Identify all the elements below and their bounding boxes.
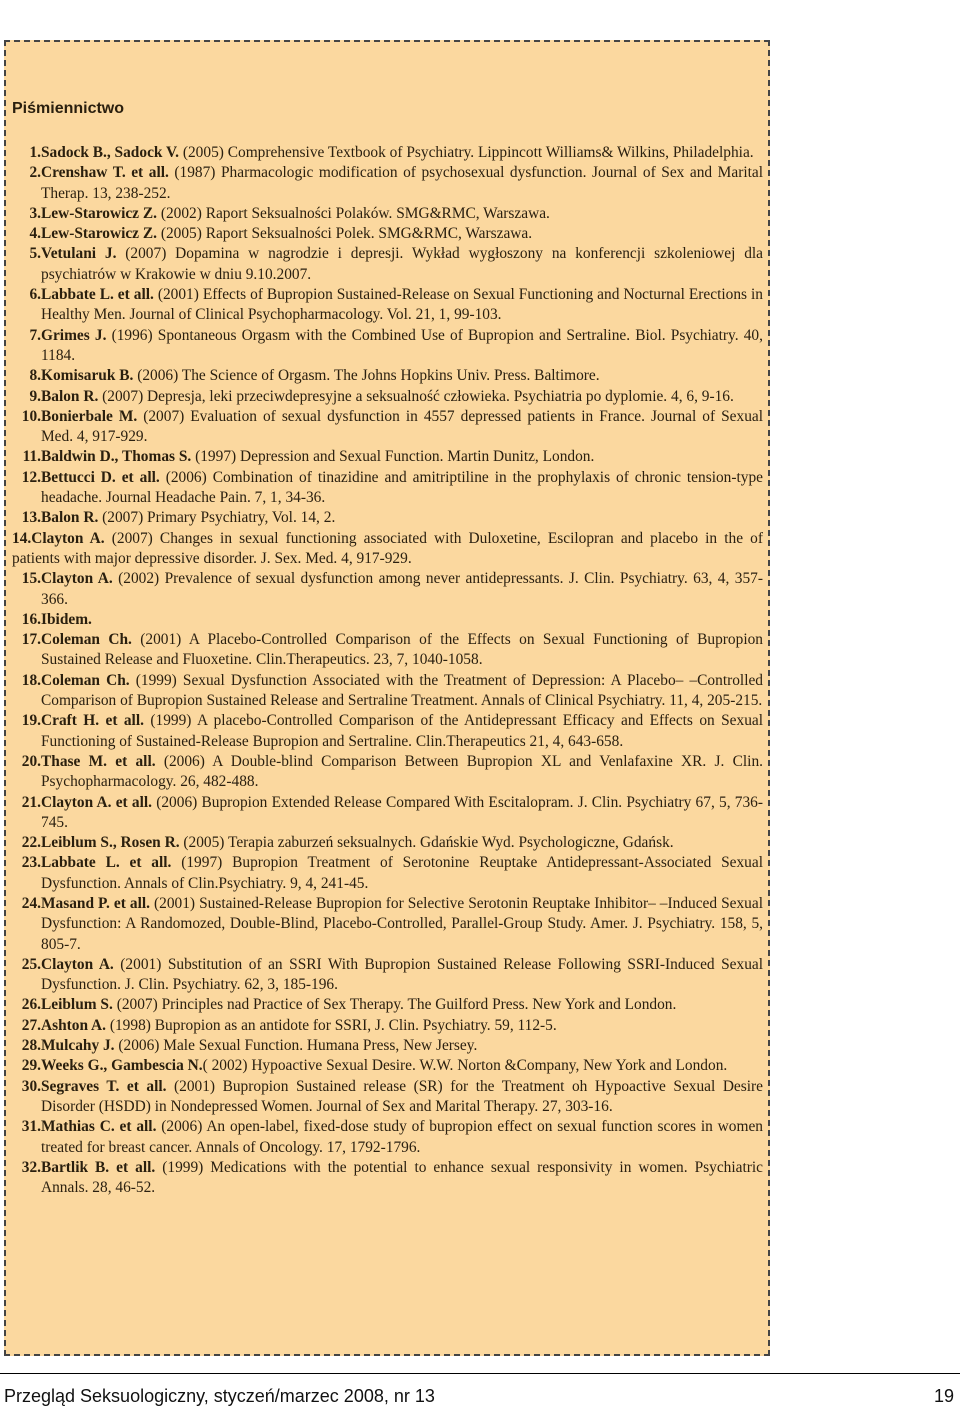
reference-number: 5. [29, 245, 41, 263]
reference-item [12, 1158, 763, 1199]
reference-item [12, 955, 763, 996]
reference-authors: Leiblum S., Rosen R. [41, 834, 180, 852]
reference-authors: Balon R. [41, 387, 99, 405]
reference-number: 18. [21, 671, 41, 689]
reference-item [12, 163, 763, 204]
reference-number: 32. [21, 1158, 41, 1176]
reference-authors: Crenshaw T. et all. [41, 164, 169, 182]
reference-authors: Vetulani J. [41, 245, 117, 263]
reference-text: (2007) Primary Psychiatry, Vol. 14, 2. [98, 509, 336, 527]
references-heading: Piśmiennictwo [12, 100, 125, 117]
reference-number: 2. [29, 164, 41, 182]
reference-number: 7. [29, 326, 41, 344]
reference-authors: Segraves T. et all. [41, 1077, 167, 1095]
reference-text: (2001) A Placebo-Controlled Comparison of the Effects on Sexual Functioning of Bupropion Sustained Release and Fluoxetine. Clin.Therapeutics. 23, 7, 1040-1058. [41, 631, 763, 669]
reference-authors: Sadock B., Sadock V. [41, 144, 180, 161]
reference-item [12, 468, 763, 509]
reference-number: 31. [21, 1118, 41, 1136]
reference-authors: Baldwin D., Thomas S. [41, 448, 192, 466]
reference-text: (1996) Spontaneous Orgasm with the Combined Use of Bupropion and Sertraline. Biol. Psychiatry. 40, 1184. [41, 326, 763, 364]
reference-number: 29. [21, 1057, 41, 1075]
reference-number: 13. [21, 509, 41, 527]
reference-item [12, 995, 763, 1015]
reference-number: 1. [29, 144, 41, 161]
reference-number: 27. [21, 1016, 41, 1034]
reference-item [12, 630, 763, 671]
reference-number: 21. [21, 793, 41, 811]
reference-text: (2007) Evaluation of sexual dysfunction in 4557 depressed patients in France. Journal of Sexual Med. 4, 917-929. [41, 407, 763, 446]
reference-item [12, 447, 763, 467]
reference-authors: Ibidem. [41, 610, 92, 628]
reference-number: 8. [29, 367, 41, 385]
reference-authors: Clayton A. [31, 529, 105, 547]
reference-item [12, 143, 763, 163]
reference-item [12, 793, 763, 834]
reference-text: (1997) Bupropion Treatment of Serotonine Reuptake Antidepressant-Associated Sexual Dysfunction. Annals of Clin.Psychiatry. 9, 4, 241-45. [41, 854, 763, 892]
reference-text: (2005) Terapia zaburzeń seksualnych. Gdańskie Wyd. Psychologiczne, Gdańsk. [179, 834, 674, 852]
reference-number: 14. [12, 529, 32, 547]
reference-item [12, 285, 763, 326]
reference-authors: Clayton A. [41, 570, 113, 588]
reference-authors: Masand P. et all. [41, 894, 150, 912]
reference-item [12, 569, 763, 610]
reference-text: (2007) Principles nad Practice of Sex Therapy. The Guilford Press. New York and London. [112, 996, 677, 1014]
reference-number: 10. [21, 407, 41, 425]
reference-text: (1998) Bupropion as an antidote for SSRI, J. Clin. Psychiatry. 59, 112-5. [106, 1016, 557, 1034]
reference-authors: Mulcahy J. [41, 1037, 115, 1055]
reference-text: (1987) Pharmacologic modification of psychosexual dysfunction. Journal of Sex and Marital Therap. 13, 238-252. [41, 164, 763, 202]
reference-number: 12. [21, 468, 41, 486]
reference-text: (2001) Effects of Bupropion Sustained-Release on Sexual Functioning and Nocturnal Erections in Healthy Men. Journal of Clinical Psychopharmacology. Vol. 21, 1, 99-103. [41, 286, 763, 324]
reference-authors: Weeks G., Gambescia N. [41, 1057, 203, 1075]
reference-number: 3. [29, 204, 41, 222]
reference-authors: Bonierbale M. [41, 407, 138, 425]
reference-item [12, 1056, 763, 1076]
reference-authors: Labbate L. et all. [41, 286, 154, 304]
reference-text: (2007) Changes in sexual functioning associated with Duloxetine, Escilopran and placebo in the of patients with major depressive disorder. J. Sex. Med. 4, 917-929. [12, 529, 763, 567]
reference-number: 11. [22, 448, 41, 466]
reference-item [12, 204, 763, 224]
footer-rule [0, 1373, 960, 1374]
reference-text: (2007) Dopamina w nagrodzie i depresji. Wykład wygłoszony na konferencji szkoleniowej dla psychiatrów w Krakowie w dniu 9.10.2007. [41, 245, 763, 283]
reference-authors: Lew-Starowicz Z. [41, 204, 157, 222]
reference-number: 30. [21, 1077, 41, 1095]
reference-authors: Leiblum S. [41, 996, 113, 1014]
reference-number: 4. [29, 225, 41, 243]
reference-text: (2007) Depresja, leki przeciwdepresyjne a seksualność człowieka. Psychiatria po dyplomie. 4, 6, 9-16. [98, 387, 734, 405]
reference-text: (1997) Depression and Sexual Function. Martin Dunitz, London. [191, 448, 595, 466]
reference-authors: Balon R. [41, 509, 99, 527]
reference-text: (2006) An open-label, fixed-dose study of bupropion effect on sexual function scores in women treated for breast cancer. Annals of Oncology. 17, 1792-1796. [41, 1118, 763, 1156]
reference-number: 15. [21, 570, 41, 588]
reference-item [12, 711, 763, 752]
reference-item [12, 244, 763, 285]
reference-number: 23. [21, 854, 41, 872]
reference-item [12, 1016, 763, 1036]
reference-text: (2001) Substitution of an SSRI With Bupropion Sustained Release Following SSRI-Induced Sexual Dysfunction. J. Clin. Psychiatry. 62, 3, 185-196. [41, 955, 764, 994]
reference-text: (2006) The Science of Orgasm. The Johns Hopkins Univ. Press. Baltimore. [133, 367, 600, 385]
reference-authors: Labbate L. et all. [41, 854, 172, 872]
reference-authors: Bartlik B. et all. [41, 1158, 156, 1176]
reference-item [12, 853, 763, 894]
reference-item [12, 752, 763, 793]
reference-authors: Craft H. et all. [41, 712, 144, 730]
reference-text: (2005) Raport Seksualności Polek. SMG&RMC, Warszawa. [156, 225, 533, 243]
reference-item [12, 508, 763, 528]
reference-number: 28. [21, 1037, 41, 1055]
reference-text: (1999) Medications with the potential to enhance sexual responsivity in women. Psychiatric Annals. 28, 46-52. [41, 1158, 763, 1197]
reference-number: 20. [21, 752, 41, 770]
reference-item [12, 387, 763, 407]
reference-authors: Grimes J. [41, 326, 107, 344]
reference-number: 22. [21, 834, 41, 852]
reference-item [12, 610, 763, 630]
reference-text: (2001) Bupropion Sustained release (SR) for the Treatment oh Hypoactive Sexual Desire Disorder (HSDD) in Nondepressed Women. Journal of Sex and Marital Therapy. 27, 303-16. [41, 1077, 763, 1115]
reference-authors: Clayton A. [41, 955, 114, 973]
reference-text: (2006) Bupropion Extended Release Compared With Escitalopram. J. Clin. Psychiatry 67, 5, 736-745. [41, 793, 763, 831]
reference-list [12, 143, 763, 1198]
reference-authors: Thase M. et all. [41, 752, 156, 770]
reference-number: 17. [21, 631, 41, 649]
reference-authors: Coleman Ch. [41, 631, 132, 649]
reference-text: (1999) Sexual Dysfunction Associated with the Treatment of Depression: A Placebo– –Controlled Comparison of Bupropion Sustained Release and Sertraline Treatment. Annals of Clinical Psychiatry. 11, 4, 205-215. [41, 671, 763, 710]
reference-item [12, 833, 763, 853]
reference-authors: Bettucci D. et all. [41, 468, 160, 486]
reference-item [12, 1117, 763, 1158]
reference-item [12, 407, 763, 448]
reference-text: (2005) Comprehensive Textbook of Psychiatry. Lippincott Williams& Wilkins, Philadelphia. [179, 144, 754, 161]
reference-authors: Coleman Ch. [41, 671, 130, 689]
reference-text: (2006) Male Sexual Function. Humana Press, New Jersey. [114, 1037, 478, 1055]
reference-text: (1999) A placebo-Controlled Comparison of the Antidepressant Efficacy and Effects on Sexual Functioning of Sustained-Release Bupropion and Sertraline. Clin.Therapeutics 21, 4, 643-658. [41, 712, 763, 750]
reference-text: (2002) Prevalence of sexual dysfunction among never antidepressants. J. Clin. Psychiatry. 63, 4, 357-366. [41, 570, 763, 608]
reference-number: 19. [21, 712, 41, 730]
reference-item [12, 1036, 763, 1056]
reference-item [12, 671, 763, 712]
reference-number: 16. [21, 610, 41, 628]
reference-item [12, 366, 763, 386]
reference-authors: Lew-Starowicz Z. [41, 225, 157, 243]
reference-item [12, 224, 763, 244]
reference-text: (2001) Sustained-Release Bupropion for Selective Serotonin Reuptake Inhibitor– –Induced Sexual Dysfunction: A Randomozed, Double-Blind, Placebo-Controlled, Parallel-Group Study. Amer. J. Psychiatry. 158, 5, 805-7. [41, 894, 763, 953]
reference-number: 25. [21, 955, 41, 973]
reference-authors: Mathias C. et all. [41, 1118, 157, 1136]
reference-text: ( 2002) Hypoactive Sexual Desire. W.W. Norton &Company, New York and London. [202, 1057, 728, 1075]
reference-authors: Ashton A. [41, 1016, 107, 1034]
journal-footer: Przegląd Seksuologiczny, styczeń/marzec 2008, nr 13 [4, 1386, 435, 1406]
reference-text: (2006) A Double-blind Comparison Between Bupropion XL and Venlafaxine XR. J. Clin. Psychopharmacology. 26, 482-488. [41, 752, 763, 791]
reference-number: 9. [29, 387, 41, 405]
reference-item [12, 326, 763, 367]
page-number: 19 [933, 1386, 954, 1406]
reference-number: 26. [21, 996, 41, 1014]
reference-item [12, 894, 763, 955]
reference-number: 6. [29, 286, 41, 304]
reference-text: (2006) Combination of tinazidine and amitriptiline in the prophylaxis of chronic tension-type headache. Journal Headache Pain. 7, 1, 34-36. [41, 468, 763, 507]
reference-authors: Komisaruk B. [41, 367, 134, 385]
reference-item [12, 1077, 763, 1118]
reference-text: (2002) Raport Seksualności Polaków. SMG&RMC, Warszawa. [156, 204, 550, 222]
reference-item [12, 529, 763, 570]
reference-authors: Clayton A. et all. [41, 793, 153, 811]
reference-number: 24. [21, 894, 41, 912]
